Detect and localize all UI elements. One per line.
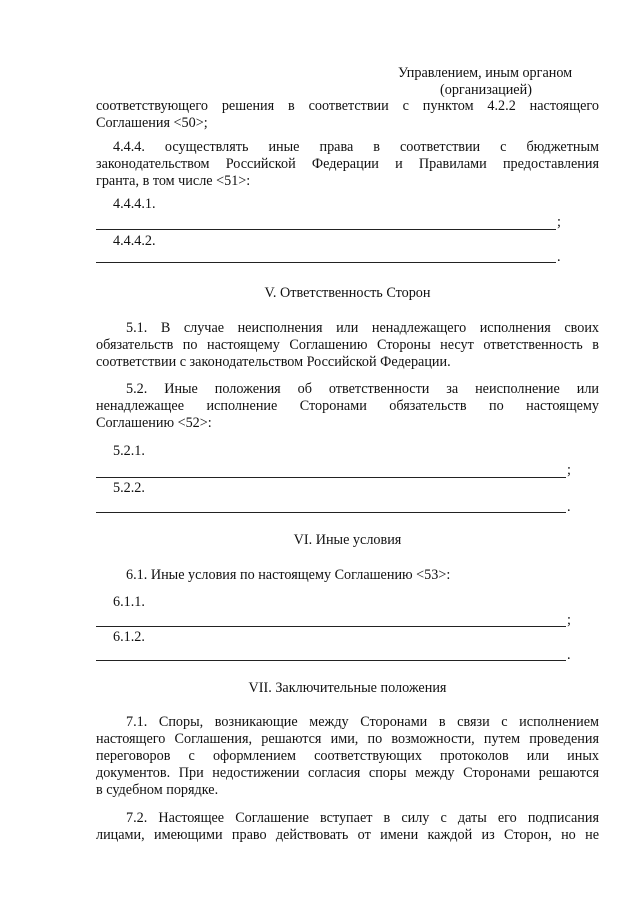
fill-line-4-4-4-1 [96,229,556,230]
item-5-2-1-label: 5.2.1. [113,443,145,459]
paragraph-4-4-4-line-3: гранта, в том числе <51>: [96,173,251,189]
item-5-2-1-end: ; [567,462,571,478]
paragraph-7-1-line-2: настоящего Соглашения, решаются ими, по возможности, путем проведения [96,731,599,747]
paragraph-4-4-3-line-2: Соглашения <50>; [96,115,208,131]
paragraph-5-1-line-3: соответствии с законодательством Российской Федерации. [96,354,451,370]
header-line-1: Управлением, иным органом [398,65,573,81]
paragraph-5-1-line-2: обязательств по настоящему Соглашению Стороны несут ответственность в [96,337,599,353]
paragraph-7-1-line-4: документов. При недостижении согласия споры между Сторонами решаются [96,765,599,781]
item-6-1-2-end: . [567,647,571,663]
header-line-2: (организацией) [440,82,532,98]
item-5-2-2-label: 5.2.2. [113,480,145,496]
fill-line-6-1-2 [96,660,566,661]
item-4-4-4-1-label: 4.4.4.1. [113,196,156,212]
item-6-1-1-end: ; [567,612,571,628]
paragraph-7-2-line-1: 7.2. Настоящее Соглашение вступает в силу с даты его подписания [126,810,599,826]
section-5-title: V. Ответственность Сторон [264,285,431,301]
paragraph-7-1-line-5: в судебном порядке. [96,782,219,798]
paragraph-4-4-3-line-1: соответствующего решения в соответствии с пунктом 4.2.2 настоящего [96,98,599,114]
paragraph-4-4-4-line-1: 4.4.4. осуществлять иные права в соответствии с бюджетным [113,139,599,155]
fill-line-6-1-1 [96,626,566,627]
paragraph-4-4-4-line-2: законодательством Российской Федерации и Правилами предоставления [96,156,599,172]
item-6-1-2-label: 6.1.2. [113,629,145,645]
fill-line-5-2-1 [96,477,566,478]
fill-line-5-2-2 [96,512,566,513]
fill-line-4-4-4-2 [96,262,556,263]
item-4-4-4-2-end: . [557,249,561,265]
paragraph-7-2-line-2: лицами, имеющими право действовать от имени каждой из Сторон, но не [96,827,599,843]
paragraph-5-1-line-1: 5.1. В случае неисполнения или ненадлежащего исполнения своих [126,320,599,336]
paragraph-6-1: 6.1. Иные условия по настоящему Соглашению <53>: [126,567,451,583]
item-4-4-4-1-end: ; [557,214,561,230]
section-6-title: VI. Иные условия [293,532,402,548]
paragraph-5-2-line-1: 5.2. Иные положения об ответственности за неисполнение или [126,381,599,397]
item-4-4-4-2-label: 4.4.4.2. [113,233,156,249]
paragraph-7-1-line-1: 7.1. Споры, возникающие между Сторонами в связи с исполнением [126,714,599,730]
paragraph-7-1-line-3: переговоров с оформлением соответствующих протоколов или иных [96,748,599,764]
item-6-1-1-label: 6.1.1. [113,594,145,610]
item-5-2-2-end: . [567,499,571,515]
paragraph-5-2-line-2: ненадлежащее исполнение Сторонами обязательств по настоящему [96,398,599,414]
paragraph-5-2-line-3: Соглашению <52>: [96,415,212,431]
section-7-title: VII. Заключительные положения [248,680,447,696]
